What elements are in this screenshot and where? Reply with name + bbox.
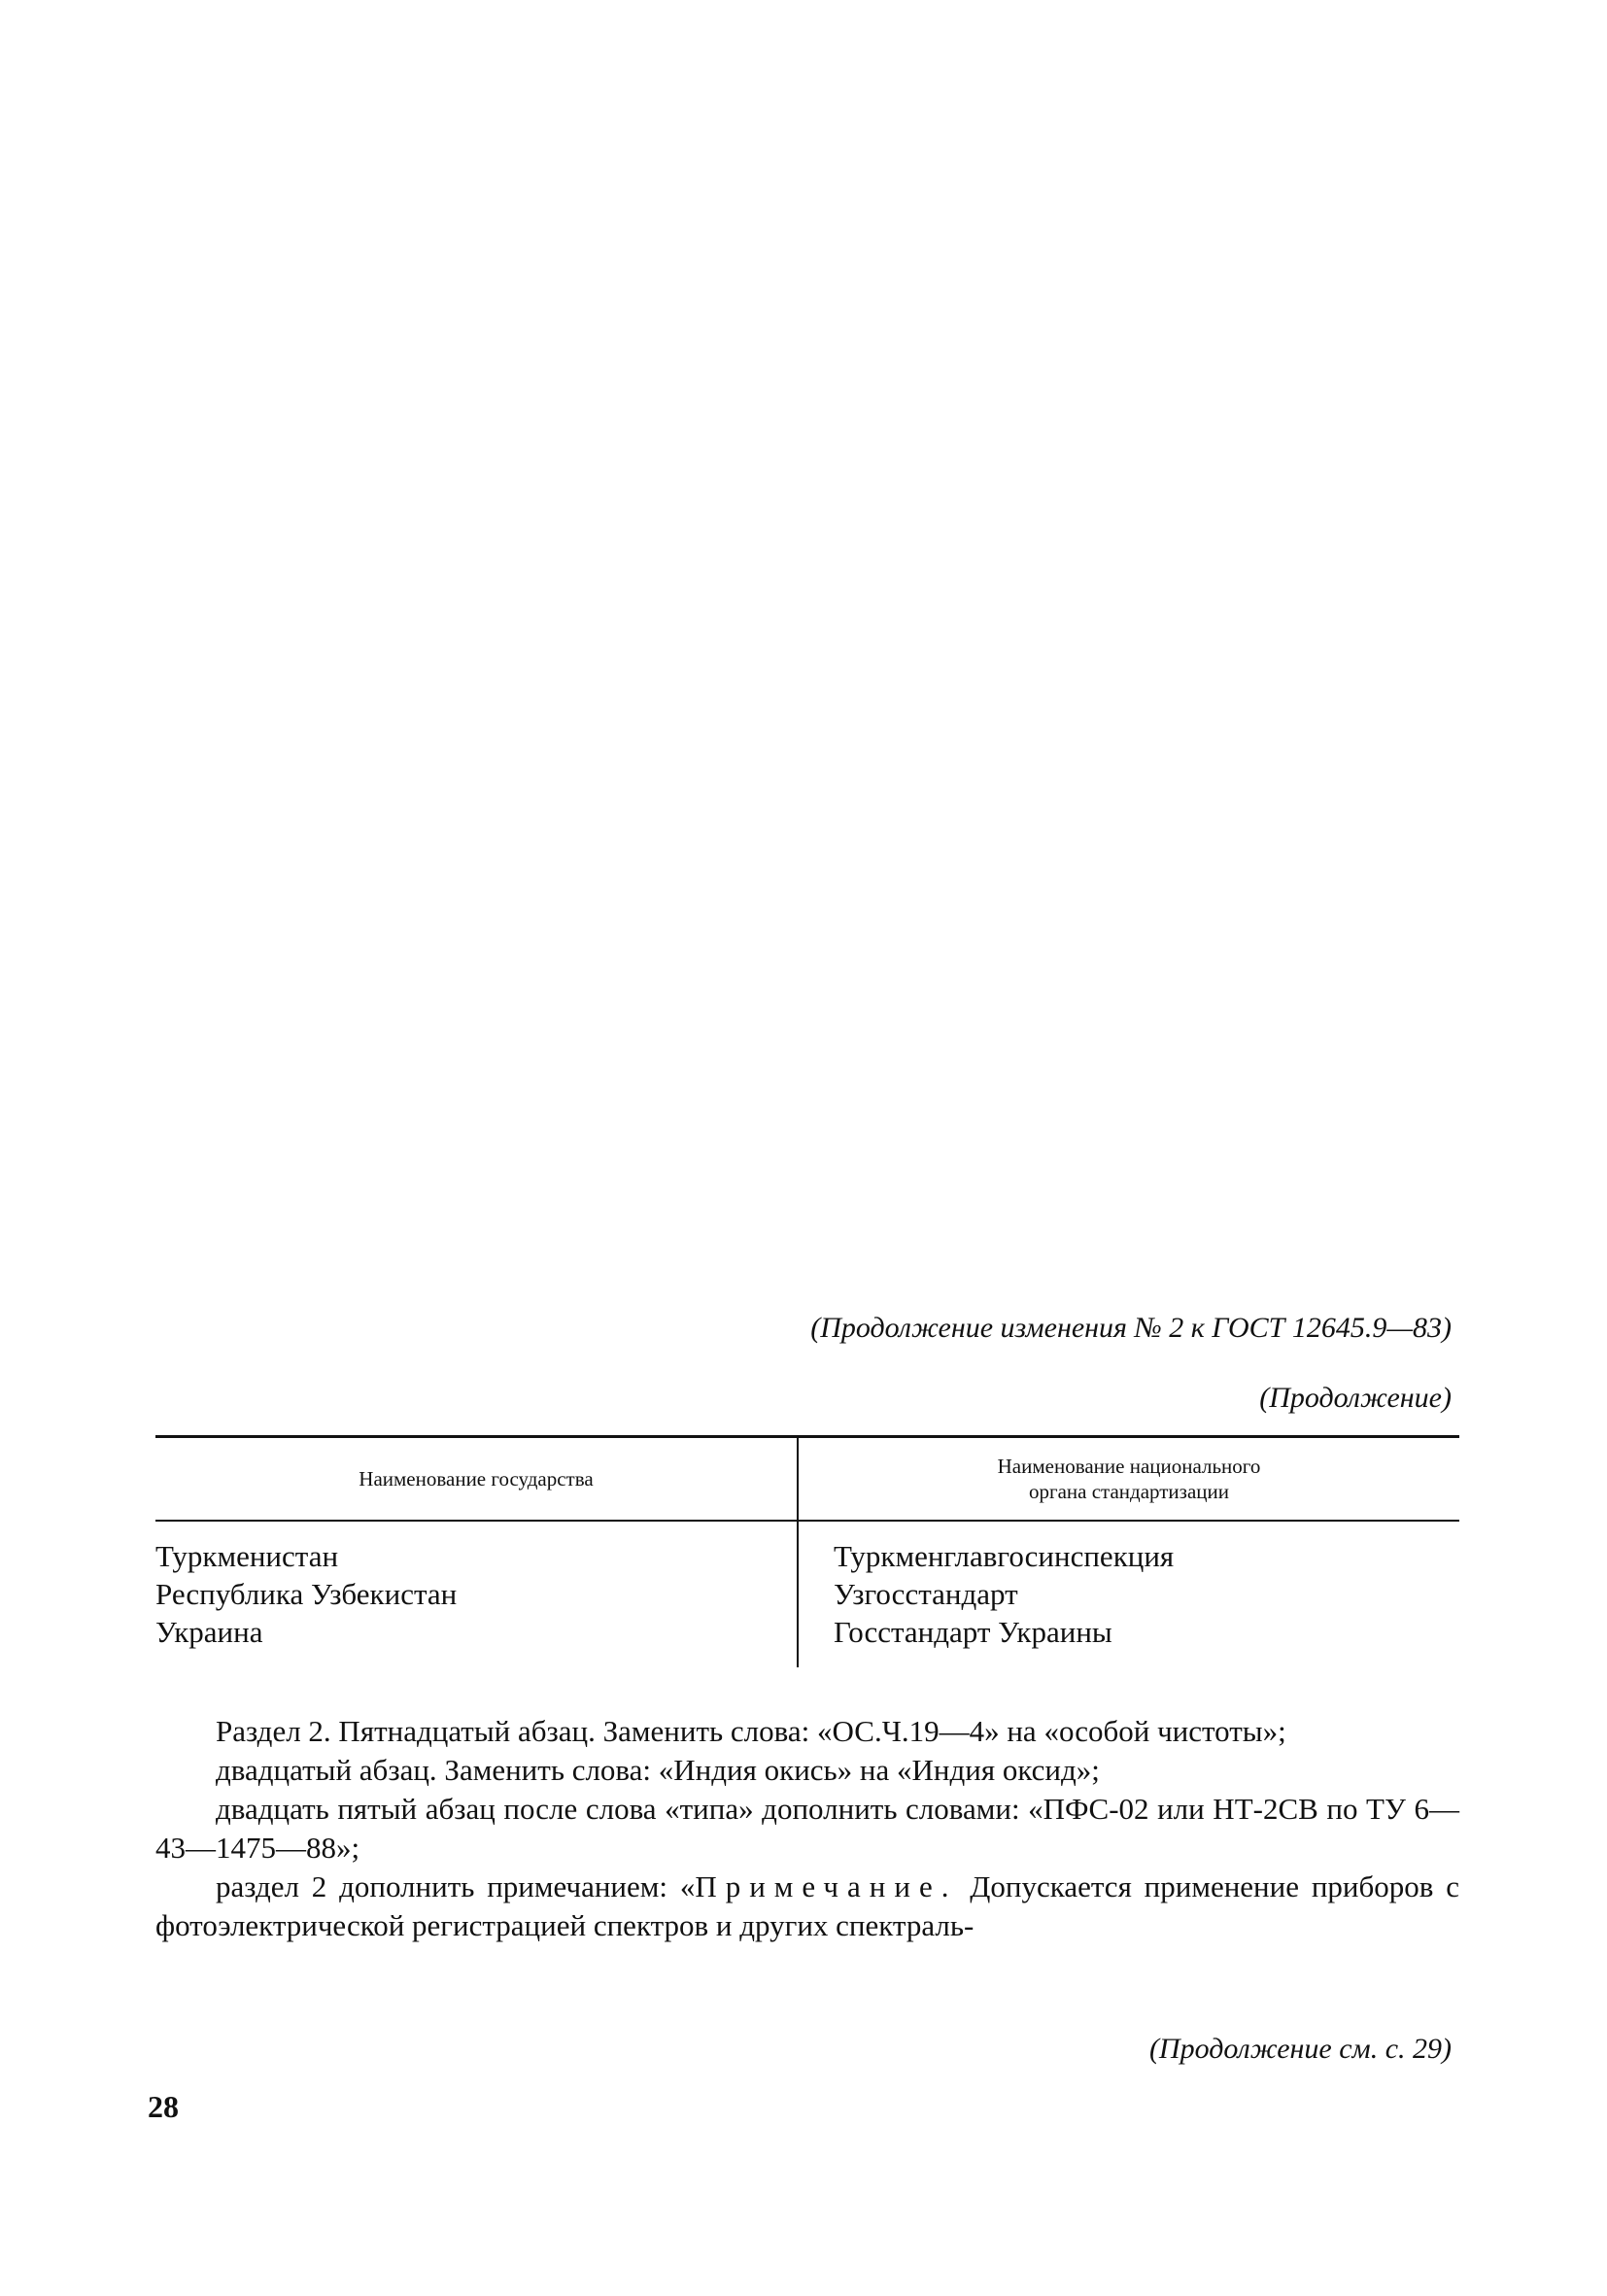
column-header-standards-body-text: Наименование национального органа стандартизации — [997, 1455, 1261, 1503]
standards-body-cell: Узгосстандарт — [834, 1577, 1018, 1611]
table-body — [155, 1522, 1459, 1667]
paragraph-rest: Допускается применение приборов с фотоэлектрической регистрацией спектров и других спектраль- — [155, 1869, 1459, 1942]
paragraph: Раздел 2. Пятнадцатый абзац. Заменить слова: «ОС.Ч.19—4» на «особой чистоты»; — [216, 1714, 1286, 1748]
state-cell: Туркменистан — [155, 1539, 339, 1573]
continuation-header: (Продолжение изменения № 2 к ГОСТ 12645.9—83) — [810, 1312, 1452, 1344]
table-header — [155, 1438, 1459, 1520]
paragraph: двадцать пятый абзац после слова «типа» дополнить словами: «ПФС-02 или НТ-2СВ по ТУ 6—43—1475—88»; — [155, 1792, 1459, 1865]
standards-body-cell: Госстандарт Украины — [834, 1615, 1112, 1649]
footer-continuation: (Продолжение см. с. 29) — [1148, 2033, 1452, 2065]
continued-label: (Продолжение) — [1259, 1382, 1452, 1414]
note-label: Примечание. — [695, 1869, 958, 1903]
state-cell: Республика Узбекистан — [155, 1577, 458, 1611]
column-header-standards-body — [797, 1438, 1459, 1520]
standards-body-column — [797, 1522, 1459, 1667]
paragraph: двадцатый абзац. Заменить слова: «Индия окись» на «Индия оксид»; — [216, 1753, 1100, 1787]
paragraph-prefix: раздел 2 дополнить примечанием: « — [216, 1869, 696, 1903]
state-cell: Украина — [155, 1615, 263, 1649]
page-number: 28 — [148, 2089, 179, 2124]
standards-table — [155, 1435, 1459, 1667]
amendment-text — [155, 1712, 1459, 1945]
column-header-state: Наименование государства — [359, 1467, 594, 1491]
standards-body-cell: Туркменглавгосинспекция — [834, 1539, 1175, 1573]
state-column — [155, 1522, 797, 1667]
paragraph — [155, 1868, 1459, 1945]
